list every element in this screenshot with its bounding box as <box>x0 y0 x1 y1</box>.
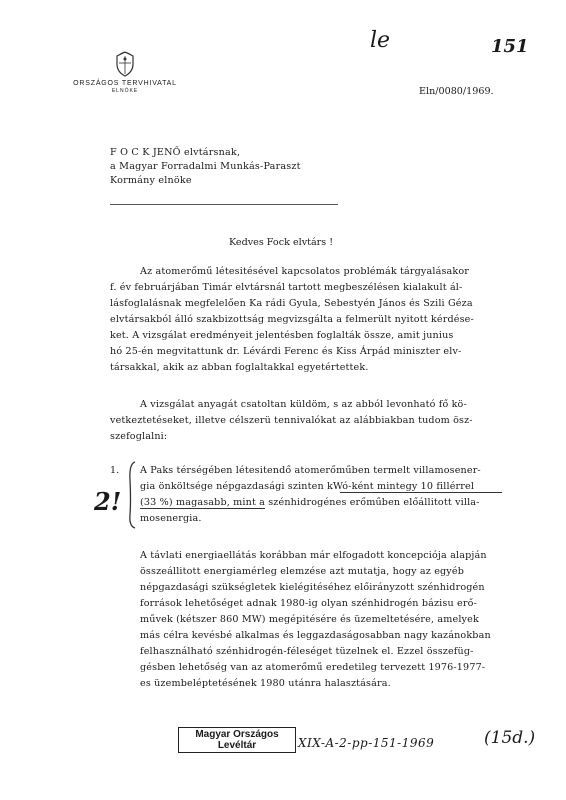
text-line: f. év februárjában Timár elvtársnál tartott megbeszélésen kialakult ál- <box>110 282 463 293</box>
archive-stamp-line: Magyar Országos <box>195 729 279 740</box>
item-1-number: 1. <box>110 465 120 476</box>
addressee-underline <box>110 204 338 205</box>
letterhead-office: ORSZÁGOS TERVHIVATAL <box>73 80 177 87</box>
text-line: összeállitott energiamérleg elemzése azt mutatja, hogy az egyéb <box>140 566 464 577</box>
handwritten-underline <box>140 508 265 509</box>
paragraph-2 <box>110 399 510 449</box>
text-line: Az atomerőmű létesitésével kapcsolatos problémák tárgyalásakor <box>140 266 470 277</box>
archive-stamp-line: Levéltár <box>217 740 257 751</box>
paragraph-3 <box>140 550 520 700</box>
addressee-line: a Magyar Forradalmi Munkás-Paraszt <box>110 161 301 172</box>
handwritten-page-number: 151 <box>491 36 529 57</box>
text-line: elvtársakból álló szakbizottság megvizsgálta a felmerült nyitott kérdése- <box>110 314 474 325</box>
reference-number: Eln/0080/1969. <box>419 86 494 97</box>
addressee-line: F O C K JENŐ elvtársnak, <box>110 147 241 158</box>
letterhead <box>70 50 180 94</box>
text-line: felhasználható szénhidrogén-féleséget tüzelnek el. Ezzel összefüg- <box>140 646 474 657</box>
salutation: Kedves Fock elvtárs ! <box>229 237 334 248</box>
text-line: népgazdasági szükségletek kielégitéséhez előirányzott szénhidrogén <box>140 582 485 593</box>
handwritten-bracket-mark <box>126 460 138 530</box>
text-line: mosenergia. <box>140 513 202 524</box>
text-line: társakkal, akik az abban foglaltakkal egyetértettek. <box>110 362 369 373</box>
text-line: szefoglalni: <box>110 431 168 442</box>
letterhead-role: ELNÖKE <box>111 88 139 94</box>
archive-stamp <box>178 727 296 753</box>
addressee-block <box>110 147 370 197</box>
coat-of-arms-icon <box>113 50 137 78</box>
handwritten-underline <box>340 492 502 493</box>
text-line: A Paks térségében létesitendő atomerőműben termelt villamosener- <box>140 465 481 476</box>
handwritten-side-mark: 2! <box>94 487 122 516</box>
text-line: (33 %) magasabb, mint a szénhidrogénes erőműben előállitott villa- <box>140 497 480 508</box>
text-line: más célra kevésbé alkalmas és leggazdaságosabban nagy kazánokban <box>140 630 491 641</box>
text-line: gia önköltsége népgazdasági szinten kWó-ként mintegy 10 fillérrel <box>140 481 475 492</box>
text-line: források lehetőséget adnak 1980-ig olyan szénhidrogén bázisu erő- <box>140 598 477 609</box>
text-line: vetkeztetéseket, illetve célszerü tennivalókat az alábbiakban tudom ösz- <box>110 415 473 426</box>
text-line: ket. A vizsgálat eredményeit jelentésben foglalták össze, amit junius <box>110 330 454 341</box>
paragraph-1 <box>110 266 510 376</box>
text-line: A vizsgálat anyagát csatoltan küldöm, s az abból levonható fő kö- <box>140 399 467 410</box>
text-line: művek (kétszer 860 MW) megépitésére és üzemeltetésére, amelyek <box>140 614 479 625</box>
addressee-line: Kormány elnöke <box>110 175 192 186</box>
text-line: gésben lehetőség van az atomerőmű eredetileg tervezett 1976-1977- <box>140 662 486 673</box>
text-line: lásfoglalásnak megfelelően Ka rádi Gyula, Sebestyén János és Szili Géza <box>110 298 473 309</box>
text-line: A távlati energiaellátás korábban már elfogadott koncepciója alapján <box>140 550 487 561</box>
archive-reference: XIX-A-2-pp-151-1969 <box>298 736 435 750</box>
handwritten-initial: le <box>370 28 391 53</box>
item-1-text <box>140 465 510 529</box>
text-line: hó 25-én megvitattunk dr. Lévárdi Ferenc és Kiss Árpád miniszter elv- <box>110 346 462 357</box>
text-line: es üzembeléptetésének 1980 utánra halasztására. <box>140 678 391 689</box>
handwritten-bottom-number: (15d.) <box>484 728 536 748</box>
